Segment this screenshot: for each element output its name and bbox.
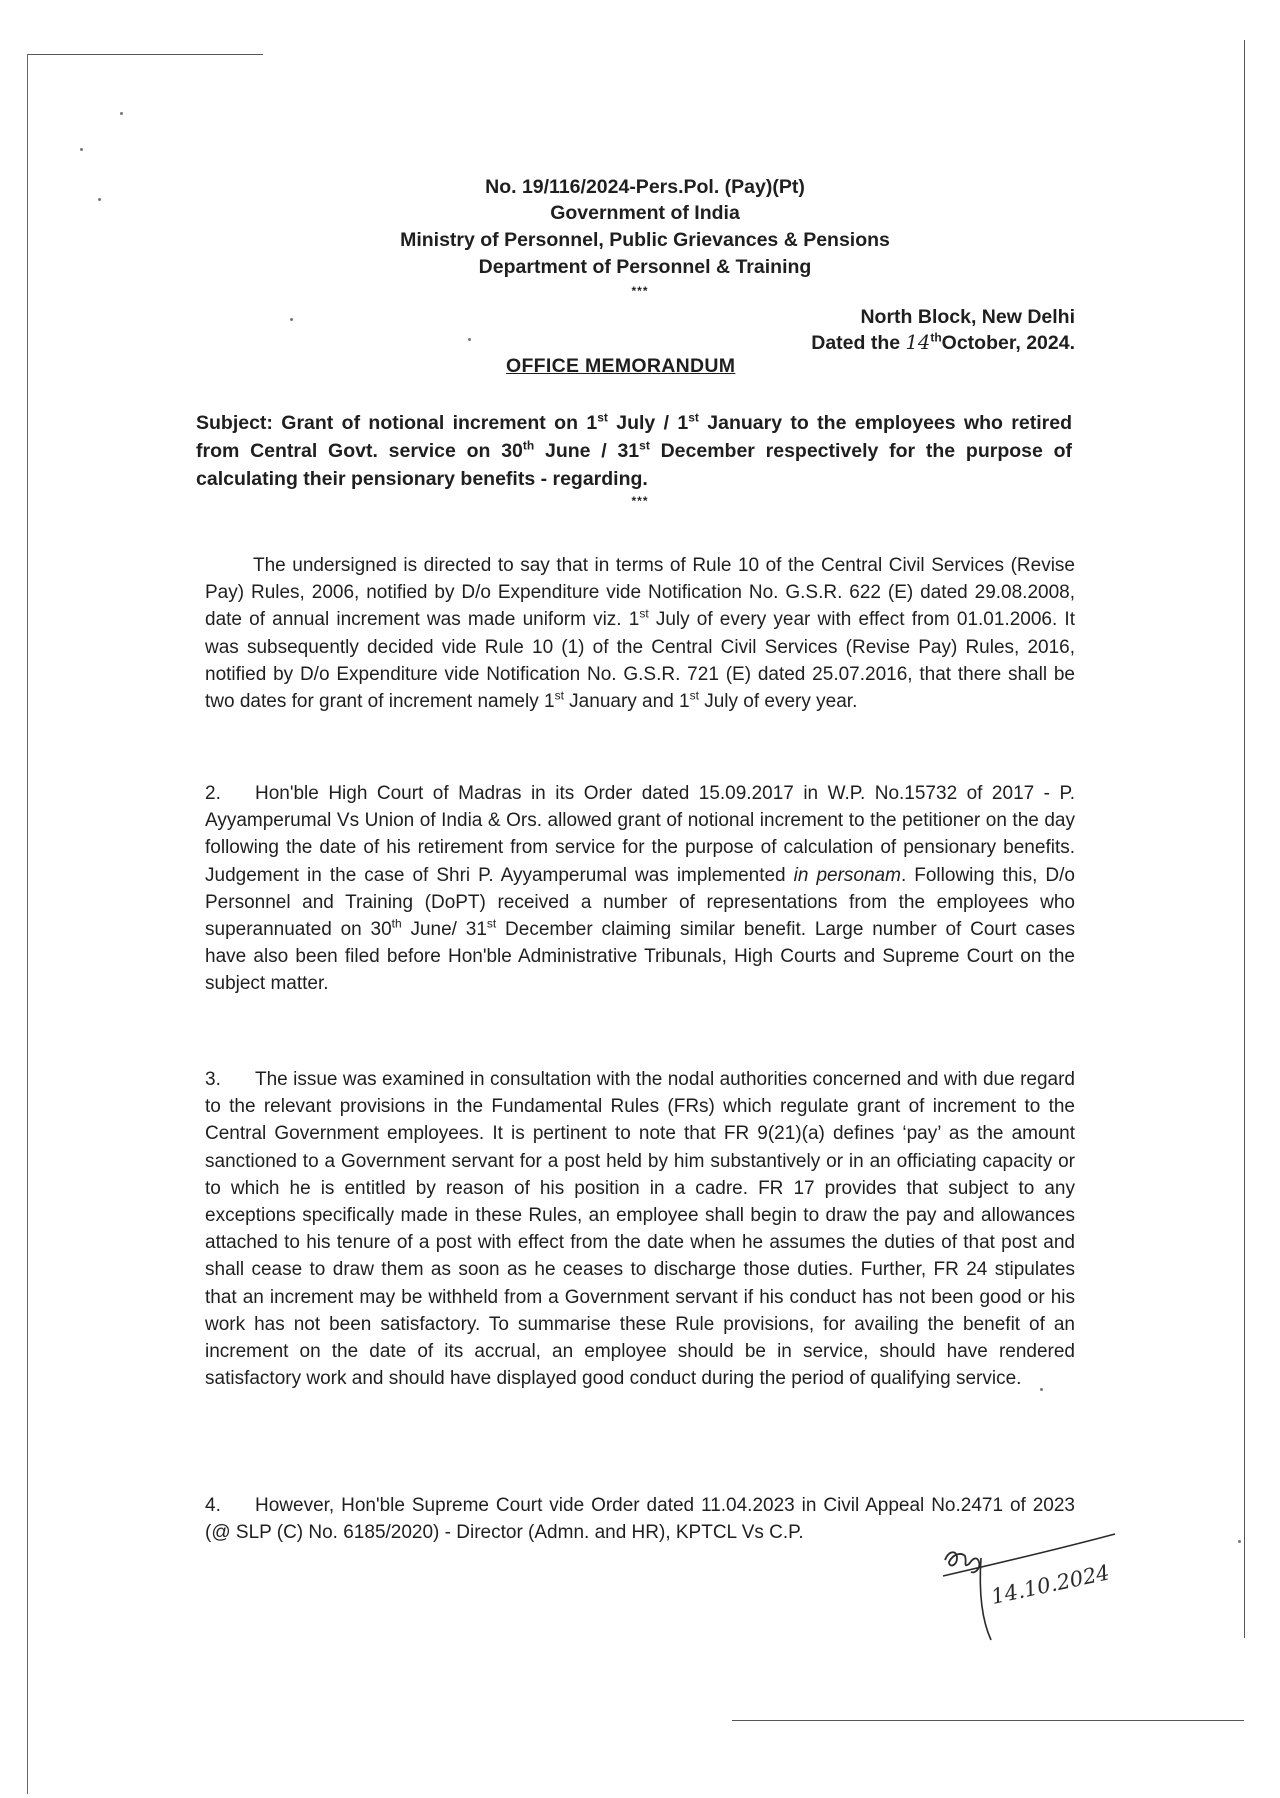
page-border-left <box>27 54 28 1794</box>
handwritten-date: 14.10.2024 <box>989 1560 1112 1609</box>
scan-speck <box>1238 1540 1241 1543</box>
page-border-top <box>28 54 263 55</box>
subject-separator: *** <box>631 494 649 508</box>
scan-speck <box>120 112 123 115</box>
scan-speck <box>80 148 83 151</box>
memo-title: OFFICE MEMORANDUM <box>506 355 736 377</box>
paragraph-2: 2. Hon'ble High Court of Madras in its Order dated 15.09.2017 in W.P. No.15732 of 2017 - P. Ayyamperumal Vs Union of India & Ors. allowed grant of notional increment to the petitioner on the day following the date of his retirement from service for the purpose of calculation of pensionary benefits. Judgement in the case of Shri P. Ayyamperumal was implemented in personam. Following this, D/o Personnel and Training (DoPT) received a number of representations from the employees who superannuated on 30th June/ 31st December claiming similar benefit. Large number of Court cases have also been filed before Hon'ble Administrative Tribunals, High Courts and Supreme Court on the subject matter. <box>205 783 1075 995</box>
subject-line: Subject: Grant of notional increment on 1st July / 1st January to the employees who retired from Central Govt. service on 30th June / 31st December respectively for the purpose of calculating their pensionary benefits - regarding. <box>196 410 1072 490</box>
paragraph-3: 3. The issue was examined in consultation with the nodal authorities concerned and with due regard to the relevant provisions in the Fundamental Rules (FRs) which regulate grant of increment to the Central Government employees. It is pertinent to note that FR 9(21)(a) defines ‘pay’ as the amount sanctioned to a Government servant for a post held by him substantively or in an officiating capacity or to which he is entitled by reason of his position in a cadre. FR 17 provides that subject to any exceptions specifically made in these Rules, an employee shall begin to draw the pay and allowances attached to his tenure of a post with effect from the date when he assumes the duties of that post and shall cease to draw them as soon as he ceases to discharge those duties. Further, FR 24 stipulates that an increment may be withheld from a Government servant if his conduct has not been good or his work has not been satisfactory. To summarise these Rule provisions, for availing the benefit of an increment on the date of its accrual, an employee should be in service, should have rendered satisfactory work and should have displayed good conduct during the period of qualifying service. <box>205 1069 1075 1390</box>
handwritten-initials-and-date <box>935 1528 1135 1658</box>
header-separator: *** <box>631 284 649 298</box>
page-border-right <box>1244 40 1245 1638</box>
place-line: North Block, New Delhi <box>860 306 1075 328</box>
government-line: Government of India <box>550 202 740 224</box>
date-line: Dated the 14thOctober, 2024. <box>811 330 1075 354</box>
file-number: No. 19/116/2024-Pers.Pol. (Pay)(Pt) <box>485 176 805 198</box>
department-line: Department of Personnel & Training <box>478 256 812 278</box>
paragraph-1: The undersigned is directed to say that in terms of Rule 10 of the Central Civil Services (Revise Pay) Rules, 2006, notified by D/o Expenditure vide Notification No. G.S.R. 622 (E) dated 29.08.2008, date of annual increment was made uniform viz. 1st July of every year with effect from 01.01.2006. It was subsequently decided vide Rule 10 (1) of the Central Civil Services (Revise Pay) Rules, 2016, notified by D/o Expenditure vide Notification No. G.S.R. 721 (E) dated 25.07.2016, that there shall be two dates for grant of increment namely 1st January and 1st July of every year. <box>205 555 1075 713</box>
scan-speck <box>290 318 293 321</box>
page-border-bottom <box>732 1720 1244 1721</box>
paragraph-4: 4. However, Hon'ble Supreme Court vide Order dated 11.04.2023 in Civil Appeal No.2471 of 2023 (@ SLP (C) No. 6185/2020) - Director (Admn. and HR), KPTCL Vs C.P. <box>205 1495 1075 1544</box>
ministry-line: Ministry of Personnel, Public Grievances & Pensions <box>400 229 890 251</box>
scan-speck <box>468 338 471 341</box>
